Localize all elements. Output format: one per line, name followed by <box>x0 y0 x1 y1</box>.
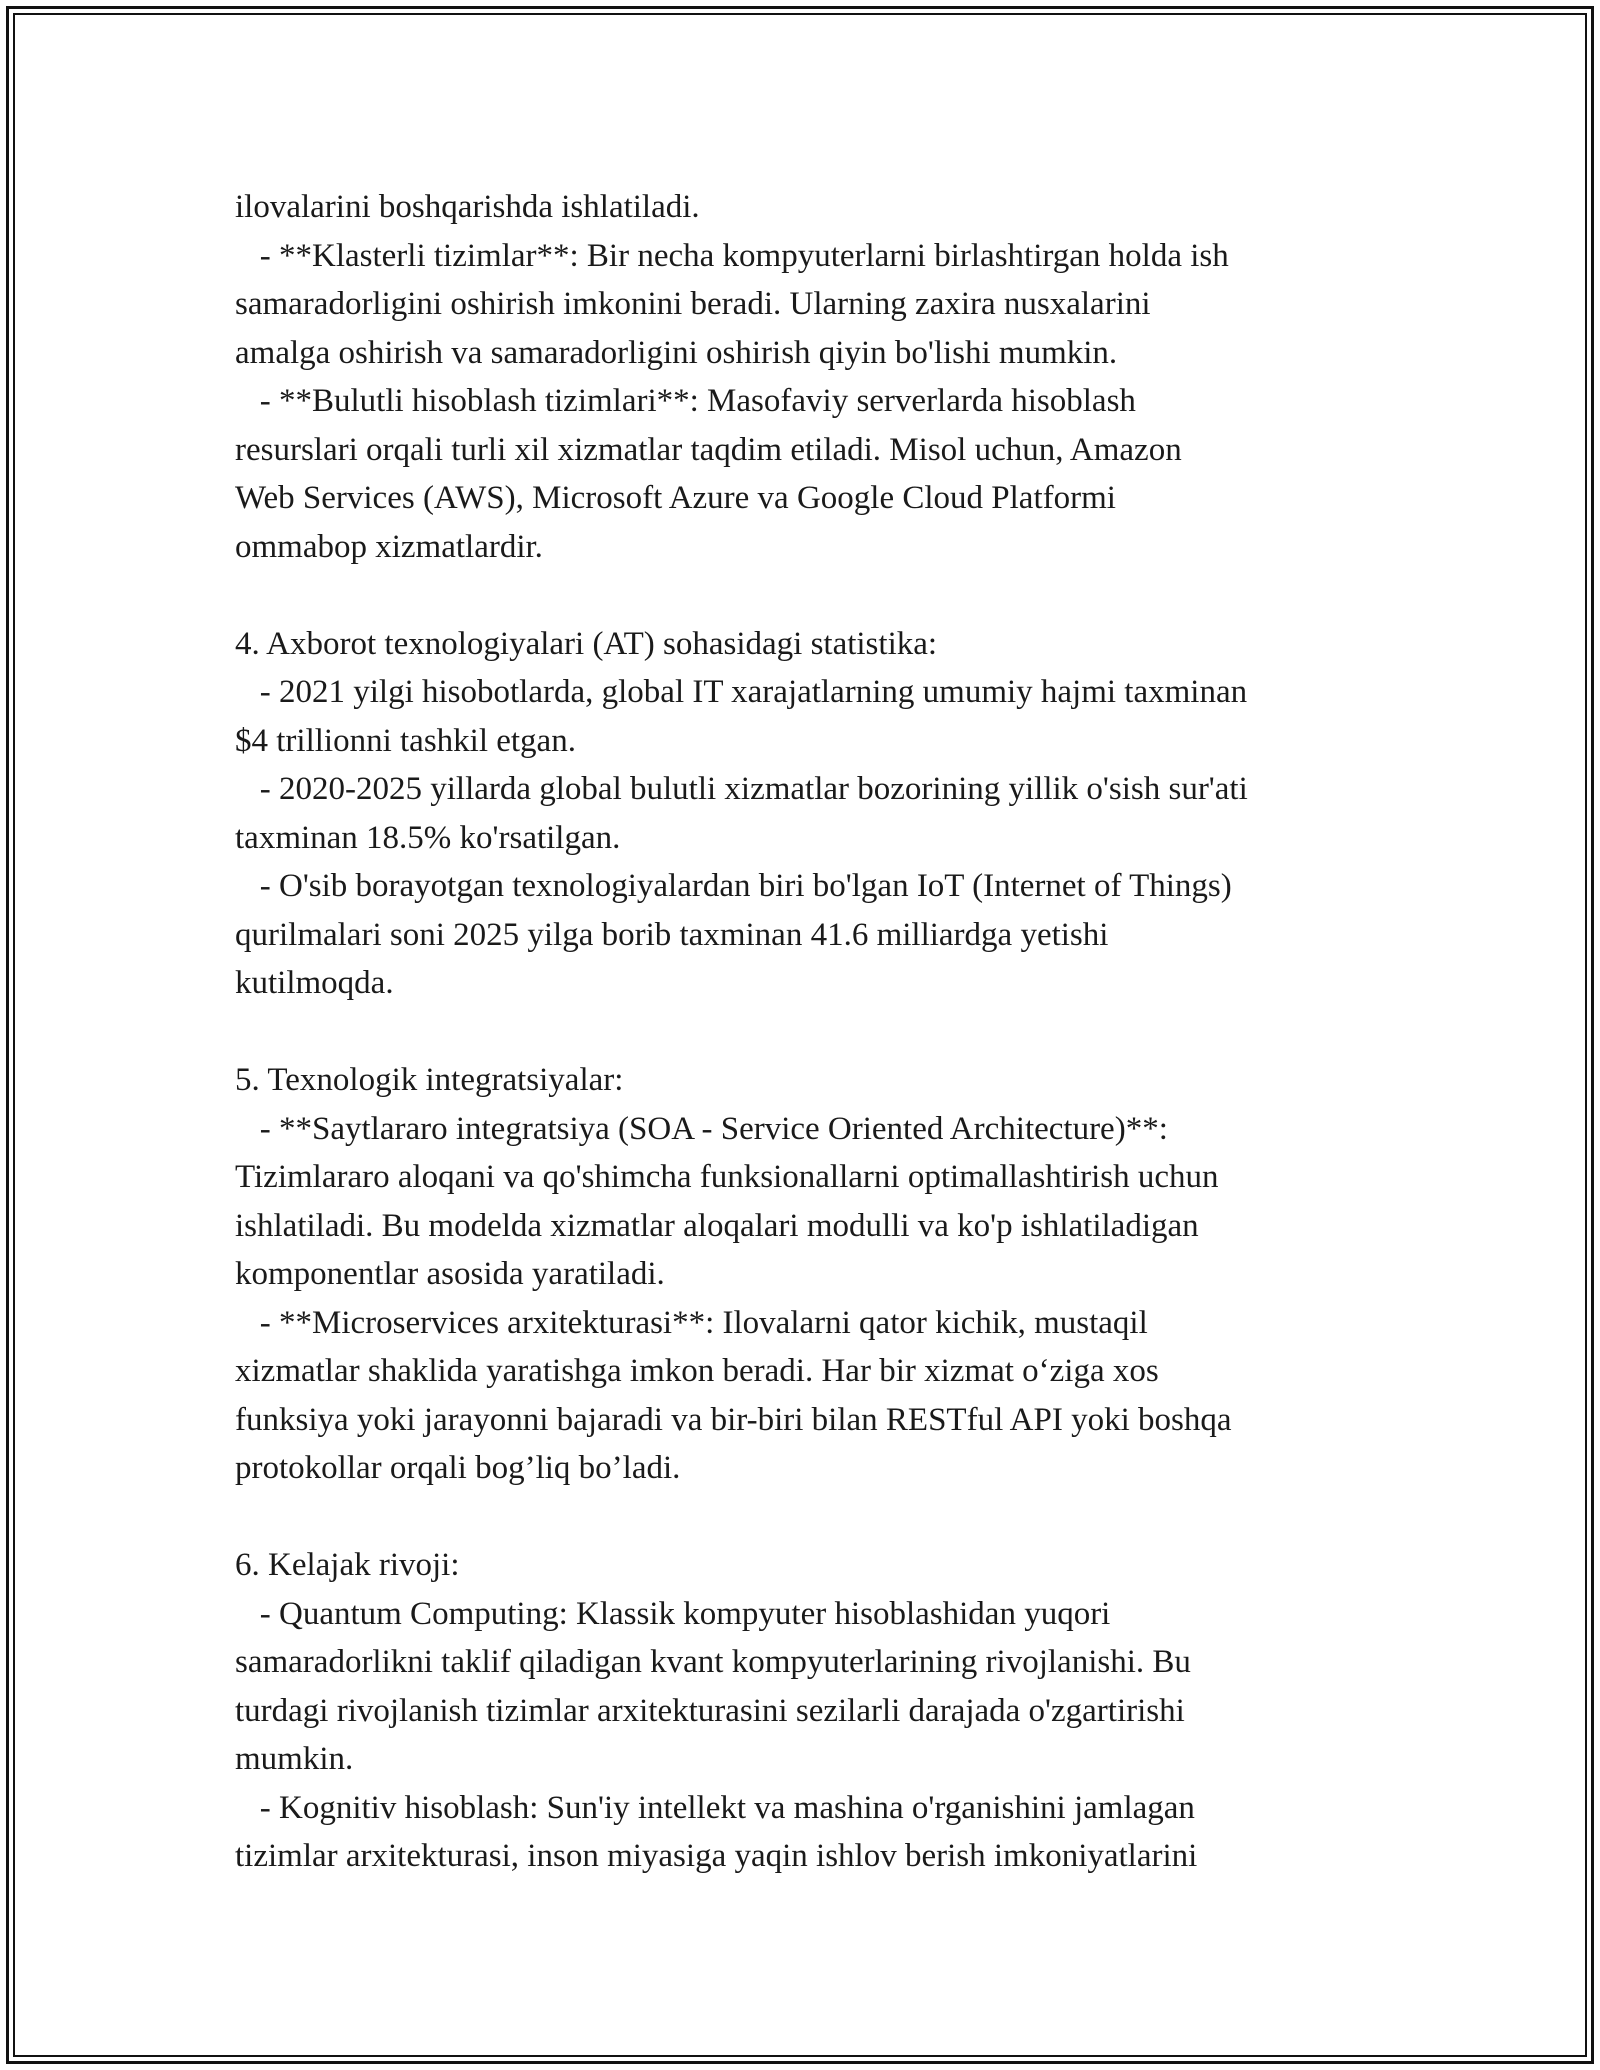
blank-line <box>235 1008 1375 1057</box>
document-text-line: - **Saytlararo integratsiya (SOA - Service Oriented Architecture)**: <box>235 1110 1168 1147</box>
document-text-line: protokollar orqali bog’liq bo’ladi. <box>235 1450 681 1486</box>
document-text-line: ilovalarini boshqarishda ishlatiladi. <box>235 189 700 225</box>
document-text-line: 4. Axborot texnologiyalari (AT) sohasidagi statistika: <box>235 625 938 662</box>
document-text-line: - **Klasterli tizimlar**: Bir necha kompyuterlarni birlashtirgan holda ish <box>235 237 1229 274</box>
document-text-line: - **Bulutli hisoblash tizimlari**: Masofaviy serverlarda hisoblash <box>235 383 1136 419</box>
document-text-line: taxminan 18.5% ko'rsatilgan. <box>235 819 621 856</box>
document-text-line: xizmatlar shaklida yaratishga imkon beradi. Har bir xizmat o‘ziga xos <box>235 1353 1159 1389</box>
document-text-line: tizimlar arxitekturasi, inson miyasiga yaqin ishlov berish imkoniyatlarini <box>235 1838 1198 1874</box>
document-text-line: funksiya yoki jarayonni bajaradi va bir-biri bilan RESTful API yoki boshqa <box>235 1401 1232 1438</box>
document-text-line: - 2020-2025 yillarda global bulutli xizmatlar bozorining yillik o'sish sur'ati <box>235 771 1248 807</box>
blank-line <box>235 571 1375 620</box>
document-text-line: ommabop xizmatlardir. <box>235 528 543 565</box>
document-text-line: samaradorlikni taklif qiladigan kvant kompyuterlarining rivojlanishi. Bu <box>235 1644 1191 1680</box>
blank-line <box>235 1493 1375 1542</box>
document-text-line: mumkin. <box>235 1741 354 1777</box>
document-text-line: - O'sib borayotgan texnologiyalardan biri bo'lgan IoT (Internet of Things) <box>235 868 1232 904</box>
document-text-line: - Quantum Computing: Klassik kompyuter hisoblashidan yuqori <box>235 1595 1111 1632</box>
document-text-line: $4 trillionni tashkil etgan. <box>235 722 576 759</box>
document-text-line: qurilmalari soni 2025 yilga borib taxminan 41.6 milliardga yetishi <box>235 916 1109 953</box>
document-text-line: samaradorligini oshirish imkonini beradi. Ularning zaxira nusxalarini <box>235 286 1151 322</box>
document-text-line: 5. Texnologik integratsiyalar: <box>235 1062 624 1098</box>
document-text-line: turdagi rivojlanish tizimlar arxitekturasini sezilarli darajada o'zgartirishi <box>235 1692 1185 1729</box>
document-text-body <box>235 183 1375 1881</box>
document-text-line: Tizimlararo aloqani va qo'shimcha funksionallarni optimallashtirish uchun <box>235 1159 1219 1195</box>
document-text-line: komponentlar asosida yaratiladi. <box>235 1256 665 1292</box>
document-text-line: - 2021 yilgi hisobotlarda, global IT xarajatlarning umumiy hajmi taxminan <box>235 674 1248 710</box>
document-text-line: ishlatiladi. Bu modelda xizmatlar aloqalari modulli va ko'p ishlatiladigan <box>235 1207 1199 1244</box>
document-text-line: resurslari orqali turli xil xizmatlar taqdim etiladi. Misol uchun, Amazon <box>235 431 1182 468</box>
document-text-line: amalga oshirish va samaradorligini oshirish qiyin bo'lishi mumkin. <box>235 334 1118 371</box>
document-text-line: Web Services (AWS), Microsoft Azure va Google Cloud Platformi <box>235 480 1116 516</box>
document-text-line: - **Microservices arxitekturasi**: Ilovalarni qator kichik, mustaqil <box>235 1304 1148 1341</box>
document-text-line: - Kognitiv hisoblash: Sun'iy intellekt va mashina o'rganishini jamlagan <box>235 1789 1195 1826</box>
document-text-line: 6. Kelajak rivoji: <box>235 1547 460 1583</box>
document-text-line: kutilmoqda. <box>235 965 394 1001</box>
